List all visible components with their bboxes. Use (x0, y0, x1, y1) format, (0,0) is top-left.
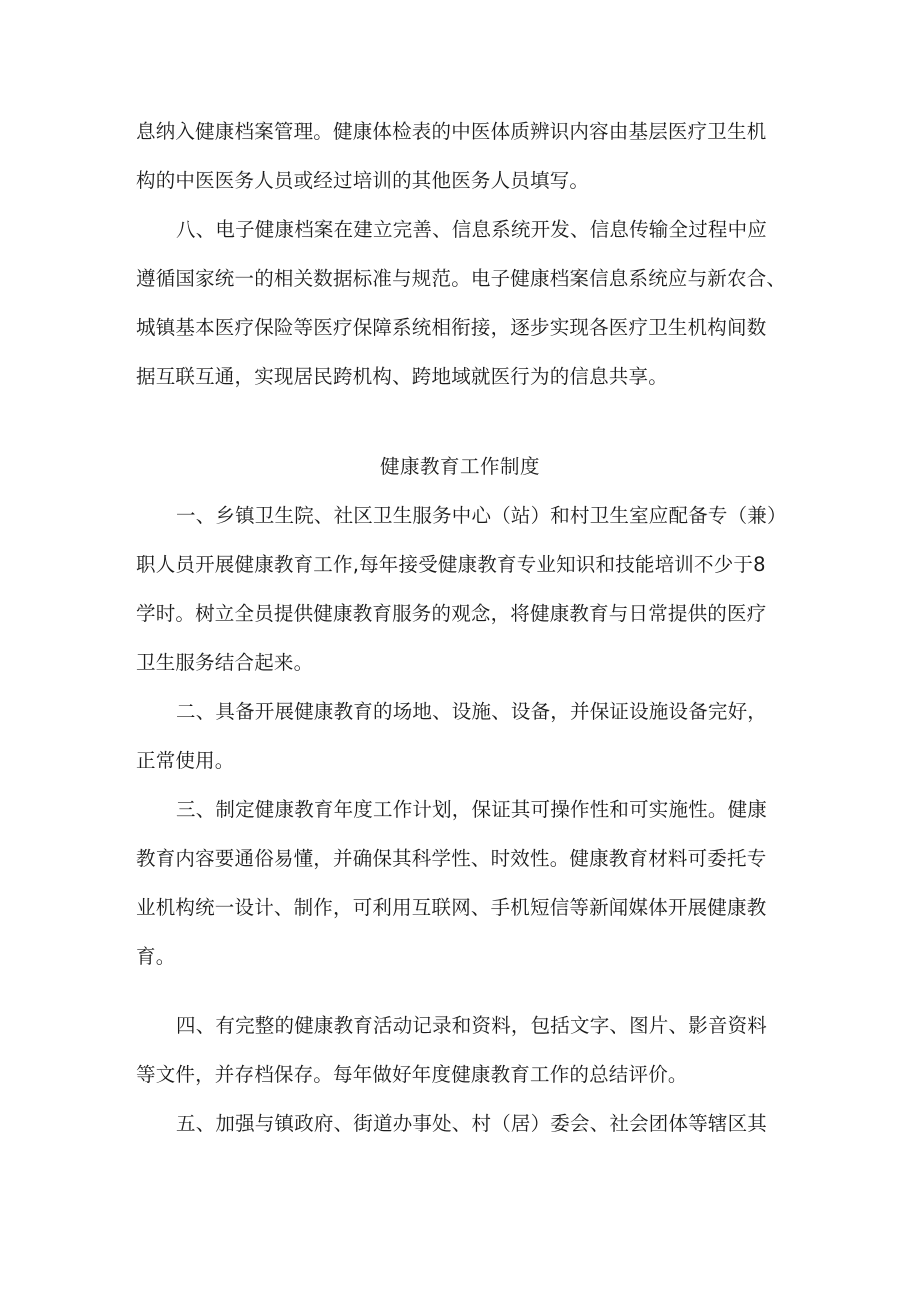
item-2-line-2: 正常使用。 (136, 749, 235, 772)
item-3-line-1: 三、制定健康教育年度工作计划，保证其可操作性和可实施性。健康 (176, 798, 768, 821)
item-1-line-1: 一、乡镇卫生院、社区卫生服务中心（站）和村卫生室应配备专（兼） (176, 504, 787, 527)
item-1-line-3: 学时。树立全员提供健康教育服务的观念，将健康教育与日常提供的医疗 (136, 602, 767, 625)
item-4-line-2: 等文件，并存档保存。每年做好年度健康教育工作的总结评价。 (136, 1063, 688, 1086)
paragraph-8-line-4: 据互联互通，实现居民跨机构、跨地域就医行为的信息共享。 (136, 365, 668, 388)
item-3-line-4: 育。 (136, 945, 176, 968)
paragraph-8-line-3: 城镇基本医疗保险等医疗保障系统相衔接，逐步实现各医疗卫生机构间数 (136, 316, 767, 339)
item-1-line-2: 职人员开展健康教育工作,每年接受健康教育专业知识和技能培训不少于8 (136, 553, 766, 576)
item-4-line-1: 四、有完整的健康教育活动记录和资料，包括文字、图片、影音资料 (176, 1014, 768, 1037)
paragraph-8-line-2: 遵循国家统一的相关数据标准与规范。电子健康档案信息系统应与新农合、 (136, 267, 787, 290)
item-2-line-1: 二、具备开展健康教育的场地、设施、设备，并保证设施设备完好， (176, 700, 768, 723)
item-3-line-2: 教育内容要通俗易懂，并确保其科学性、时效性。健康教育材料可委托专 (136, 847, 767, 870)
item-5-line-1: 五、加强与镇政府、街道办事处、村（居）委会、社会团体等辖区其 (176, 1112, 768, 1135)
paragraph-7-line-2: 构的中医医务人员或经过培训的其他医务人员填写。 (136, 169, 590, 192)
item-1-line-4: 卫生服务结合起来。 (136, 651, 314, 674)
paragraph-7-line-1: 息纳入健康档案管理。健康体检表的中医体质辨识内容由基层医疗卫生机 (136, 120, 767, 143)
item-3-line-3: 业机构统一设计、制作，可利用互联网、手机短信等新闻媒体开展健康教 (136, 896, 767, 919)
section-heading: 健康教育工作制度 (379, 455, 540, 478)
paragraph-8-line-1: 八、电子健康档案在建立完善、信息系统开发、信息传输全过程中应 (176, 218, 768, 241)
